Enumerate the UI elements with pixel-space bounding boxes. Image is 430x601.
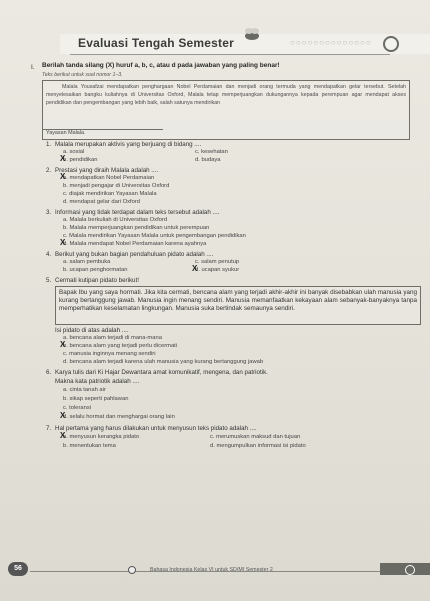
option-d[interactable]: d. bencana alam terjadi karena ulah manusia yang kurang bertanggung jawab [63, 359, 264, 365]
passage-note: Teks berikut untuk soal nomor 1–3. [42, 72, 123, 78]
option-d[interactable]: d. mengumpulkan informasi isi pidato [210, 443, 306, 449]
section-instruction: Berilah tanda silang (X) huruf a, b, c, atau d pada jawaban yang paling benar! [42, 62, 280, 69]
option-b[interactable]: b. Malala memperjuangkan pendidikan untuk perempuan [63, 225, 210, 231]
question-prompt: Makna kata patriotik adalah .... [55, 378, 140, 385]
question-number: 6. [46, 369, 52, 376]
question-number: 7. [46, 425, 52, 432]
option-d[interactable]: d. ucapan syukur [195, 267, 240, 273]
option-c[interactable]: c. merumuskan maksud dan tujuan [210, 434, 301, 440]
question-text: Malala merupakan aktivis yang berjuang di bidang .... [55, 141, 202, 148]
question-number: 1. [46, 141, 52, 148]
option-b[interactable]: b. menjadi pengajar di Universitas Oxford [63, 183, 170, 189]
option-d[interactable]: d. budaya [195, 157, 221, 163]
speech-excerpt: Bapak Ibu yang saya hormati. Jika kita cermati, bencana alam yang terjadi akhir-akhir ini banyak disebabkan ulah manusia yang kurang bertanggung jawab. Manusia ingin menang sendiri. Manusia memanfaatkan kekayaan alam sebanyak-banyaknya tanpa memperhatikan keselamatan lingkungan. Manusia suka bertindak semaunya sendiri. [59, 289, 417, 313]
footer-book-title: Bahasa Indonesia Kelas VI untuk SD/MI Semester 2 [150, 567, 273, 573]
answer-mark: X [192, 264, 198, 273]
option-d[interactable]: d. selalu hormat dan menghargai orang lain [63, 414, 175, 420]
ring-icon [405, 565, 415, 575]
page-number: 56 [8, 562, 28, 576]
reading-passage-box [42, 80, 410, 140]
option-d[interactable]: d. mendapat gelar dari Oxford [63, 199, 141, 205]
option-c[interactable]: c. salam penutup [195, 259, 240, 265]
question-text: Hal pertama yang harus dilakukan untuk menyusun teks pidato adalah .... [55, 425, 257, 432]
option-c[interactable]: c. kesehatan [195, 149, 228, 155]
option-b[interactable]: b. sikap seperti pahlawan [63, 396, 129, 402]
question-number: 3. [46, 209, 52, 216]
question-text: Cermati kutipan pidato berikut! [55, 277, 139, 284]
question-text: Berikut yang bukan bagian pendahuluan pidato adalah .... [55, 251, 214, 258]
passage-title: Yayasan Malala. [46, 130, 86, 136]
option-c[interactable]: c. Malala mendirikan Yayasan Malala untuk pengembangan pendidikan [63, 233, 246, 239]
question-number: 5. [46, 277, 52, 284]
option-c[interactable]: c. toleransi [63, 405, 92, 411]
option-d[interactable]: d. Malala mendapat Nobel Perdamaian karena ayahnya [63, 241, 207, 247]
question-text: Karya tulis dari Ki Hajar Dewantara amat komunikatif, mengena, dan patriotik. [55, 369, 268, 376]
option-a[interactable]: a. bencana alam terjadi di mana-mana [63, 335, 162, 341]
speech-excerpt-box [55, 286, 421, 325]
title-divider [70, 54, 390, 55]
option-c[interactable]: c. manusia inginnya menang sendiri [63, 351, 156, 357]
option-a[interactable]: a. salam pembuka [63, 259, 111, 265]
option-c[interactable]: c. diajak mendirikan Yayasan Malala [63, 191, 157, 197]
question-text: Prestasi yang diraih Malala adalah .... [55, 167, 159, 174]
option-a[interactable]: a. sosial [63, 149, 85, 155]
question-number: 4. [46, 251, 52, 258]
option-a[interactable]: a. cinta tanah air [63, 387, 106, 393]
ring-icon [383, 36, 399, 52]
answer-mark: X [60, 172, 66, 181]
decorative-circles: ○○○○○○○○○○○○○○ [290, 38, 372, 47]
answer-mark: X [60, 238, 66, 247]
option-b[interactable]: b. ucapan penghormatan [63, 267, 128, 273]
answer-mark: X [60, 411, 66, 420]
question-text: Informasi yang tidak terdapat dalam teks tersebut adalah .... [55, 209, 220, 216]
ring-icon [128, 566, 136, 574]
answer-mark: X [60, 340, 66, 349]
option-a[interactable]: a. Malala berkuliah di Universitas Oxford [63, 217, 168, 223]
page-title: Evaluasi Tengah Semester [78, 36, 234, 50]
answer-mark: X [60, 431, 66, 440]
reading-passage: Malala Yousafzai mendapatkan penghargaan Nobel Perdamaian dan menjadi orang termuda yang mendapatkan gelar tersebut. Setelah menyelesaikan bangku kuliahnya di Universitas Oxford, Malala tetap memperjuangkan dukungannya kepada perempuan agar mendapat akses pendidikan dan pengembangan yang lebih baik, salah satunya mendirikan [46, 84, 406, 107]
option-a[interactable]: a. menyusun kerangka pidato [63, 434, 140, 440]
option-a[interactable]: a. mendapatkan Nobel Perdamaian [63, 175, 155, 181]
option-b[interactable]: b. bencana alam yang terjadi perlu dicermati [63, 343, 178, 349]
bee-icon [240, 27, 264, 43]
question-number: 2. [46, 167, 52, 174]
section-number: I. [31, 64, 35, 71]
answer-mark: X [60, 154, 66, 163]
option-b[interactable]: b. pendidikan [63, 157, 98, 163]
question-prompt: Isi pidato di atas adalah .... [55, 327, 129, 334]
option-b[interactable]: b. menentukan tema [63, 443, 116, 449]
